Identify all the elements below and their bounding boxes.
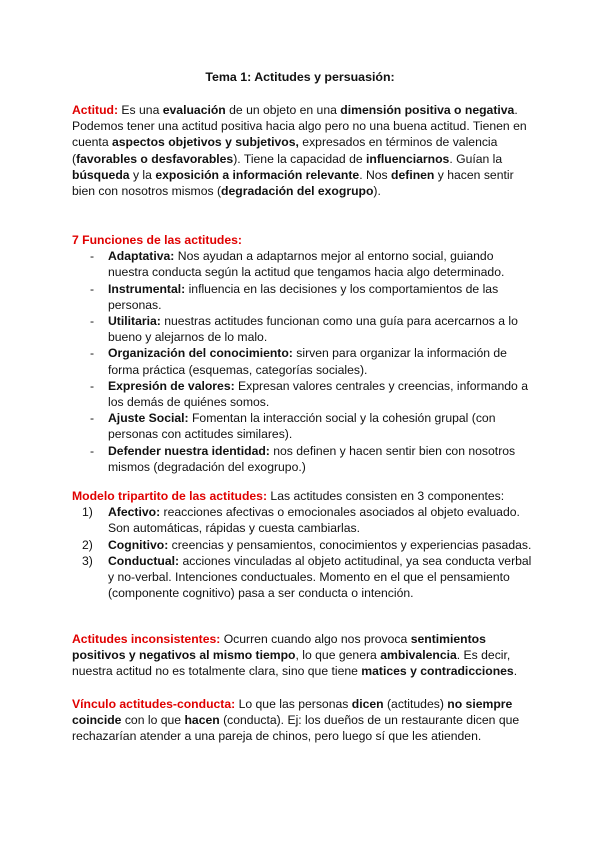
funciones-section	[72, 232, 532, 475]
bold-run: matices y contradicciones	[361, 664, 514, 679]
dash-marker: -	[90, 346, 95, 361]
text-run: de un objeto en una	[225, 103, 341, 117]
item-term: Adaptativa:	[108, 249, 175, 264]
list-item	[72, 537, 532, 553]
modelo-intro: Las actitudes consisten en 3 componentes:	[267, 489, 505, 503]
bold-run: búsqueda	[72, 167, 130, 182]
dash-marker: -	[90, 249, 95, 264]
text-run: expresados en términos de valencia (	[72, 135, 498, 166]
modelo-heading: Modelo tripartito de las actitudes:	[72, 489, 268, 503]
item-term: Ajuste Social:	[108, 411, 189, 426]
bold-run: exposición a información relevante	[155, 167, 360, 182]
bold-run: evaluación	[162, 103, 226, 117]
item-text: Nos ayudan a adaptarnos mejor al entorno social, guiando nuestra conducta según la actitud que tengamos hacia algo determinado.	[108, 249, 505, 280]
text-run: . Guían la	[449, 151, 503, 166]
list-item	[72, 410, 532, 442]
actitud-paragraph	[72, 102, 532, 199]
text-run: Ocurren cuando algo nos provoca	[220, 632, 411, 646]
modelo-section	[72, 488, 532, 601]
list-item	[72, 378, 532, 410]
bold-run: degradación del exogrupo	[221, 184, 374, 199]
inconsistentes-section	[72, 631, 532, 680]
modelo-intro-line	[72, 488, 532, 504]
bold-run: ambivalencia	[380, 648, 457, 663]
list-item	[72, 281, 532, 313]
item-text: nos definen y hacen sentir bien con nosotros mismos (degradación del exogrupo.)	[108, 443, 516, 474]
item-text: acciones vinculadas al objeto actitudinal, ya sea conducta verbal y no-verbal. Intenciones conductuales. Momento en el que el pensamiento (componente cognitivo) pasa a ser conducta o intención.	[108, 553, 532, 601]
bold-run: influenciarnos	[366, 151, 450, 166]
bold-run: favorables o desfavorables	[76, 151, 234, 166]
item-text: reacciones afectivas o emocionales asociados al objeto evaluado. Son automáticas, rápidas y cuesta cambiarlas.	[108, 505, 520, 536]
item-text: sirven para organizar la información de forma práctica (esquemas, categorías sociales).	[108, 346, 507, 377]
list-item	[72, 553, 532, 602]
text-run: y hacen sentir bien con nosotros mismos (	[72, 167, 514, 199]
number-marker: 1)	[82, 505, 93, 520]
item-term: Conductual:	[108, 553, 180, 568]
dash-marker: -	[90, 281, 95, 296]
item-text: creencias y pensamientos, conocimientos y experiencias pasadas.	[168, 537, 532, 552]
list-item	[72, 443, 532, 475]
actitud-section	[72, 102, 532, 199]
number-marker: 2)	[82, 537, 93, 552]
actitud-label: Actitud:	[72, 103, 119, 117]
dash-marker: -	[90, 378, 95, 393]
text-run: (conducta). Ej: los dueños de un restaurante dicen que rechazarían atender a una pareja de chinos, pero luego sí que les atienden.	[72, 713, 520, 744]
item-text: Expresan valores centrales y creencias, informando a los demás de quiénes somos.	[108, 378, 528, 410]
funciones-heading: 7 Funciones de las actitudes:	[72, 233, 242, 247]
bold-run: dicen	[351, 697, 384, 711]
vinculo-paragraph	[72, 696, 532, 745]
item-term: Utilitaria:	[108, 314, 161, 329]
list-item	[72, 345, 532, 377]
text-run: . Nos	[359, 167, 392, 182]
dash-marker: -	[90, 411, 95, 426]
item-term: Afectivo:	[108, 505, 161, 520]
modelo-list	[72, 504, 532, 601]
item-term: Defender nuestra identidad:	[108, 443, 270, 458]
text-run: ). Tiene la capacidad de	[233, 151, 367, 166]
item-text: Fomentan la interacción social y la cohesión grupal (con personas con actitudes similares).	[108, 411, 496, 442]
vinculo-section	[72, 696, 532, 745]
item-term: Instrumental:	[108, 281, 186, 296]
item-term: Expresión de valores:	[108, 378, 235, 393]
text-run: ).	[373, 184, 381, 199]
text-run: Lo que las personas	[235, 697, 352, 711]
text-run: .	[513, 664, 518, 679]
item-text: nuestras actitudes funcionan como una guía para acercarnos a lo bueno y alejarnos de lo malo.	[108, 314, 518, 345]
inconsistentes-heading: Actitudes inconsistentes:	[72, 632, 221, 646]
bold-run: no siempre coincide	[72, 697, 513, 728]
text-run: , lo que genera	[295, 648, 381, 663]
text-run: . Podemos tener una actitud positiva hacia algo pero no una buena actitud. Tienen en cuenta	[72, 103, 527, 150]
dash-marker: -	[90, 443, 95, 458]
text-run: con lo que	[121, 713, 185, 728]
text-run: (actitudes)	[383, 697, 448, 711]
text-run: Es una	[118, 103, 163, 117]
item-text: influencia en las decisiones y los comportamientos de las personas.	[108, 281, 499, 312]
bold-run: hacen	[184, 713, 220, 728]
funciones-list	[72, 248, 532, 475]
list-item	[72, 504, 532, 536]
bold-run: sentimientos positivos y negativos al mismo tiempo	[72, 632, 486, 663]
dash-marker: -	[90, 314, 95, 329]
list-item	[72, 248, 532, 280]
bold-run: definen	[391, 167, 435, 182]
bold-run: aspectos objetivos y subjetivos,	[111, 135, 299, 150]
number-marker: 3)	[82, 553, 93, 568]
list-item	[72, 313, 532, 345]
text-run: y la	[129, 167, 156, 182]
bold-run: dimensión positiva o negativa	[340, 103, 515, 117]
page-title: Tema 1: Actitudes y persuasión:	[205, 70, 395, 84]
text-run: . Es decir, nuestra actitud no es totalmente clara, sino que tiene	[72, 648, 511, 679]
inconsistentes-paragraph	[72, 631, 532, 680]
vinculo-heading: Vínculo actitudes-conducta:	[72, 697, 236, 711]
item-term: Organización del conocimiento:	[108, 346, 293, 361]
item-term: Cognitivo:	[108, 537, 169, 552]
